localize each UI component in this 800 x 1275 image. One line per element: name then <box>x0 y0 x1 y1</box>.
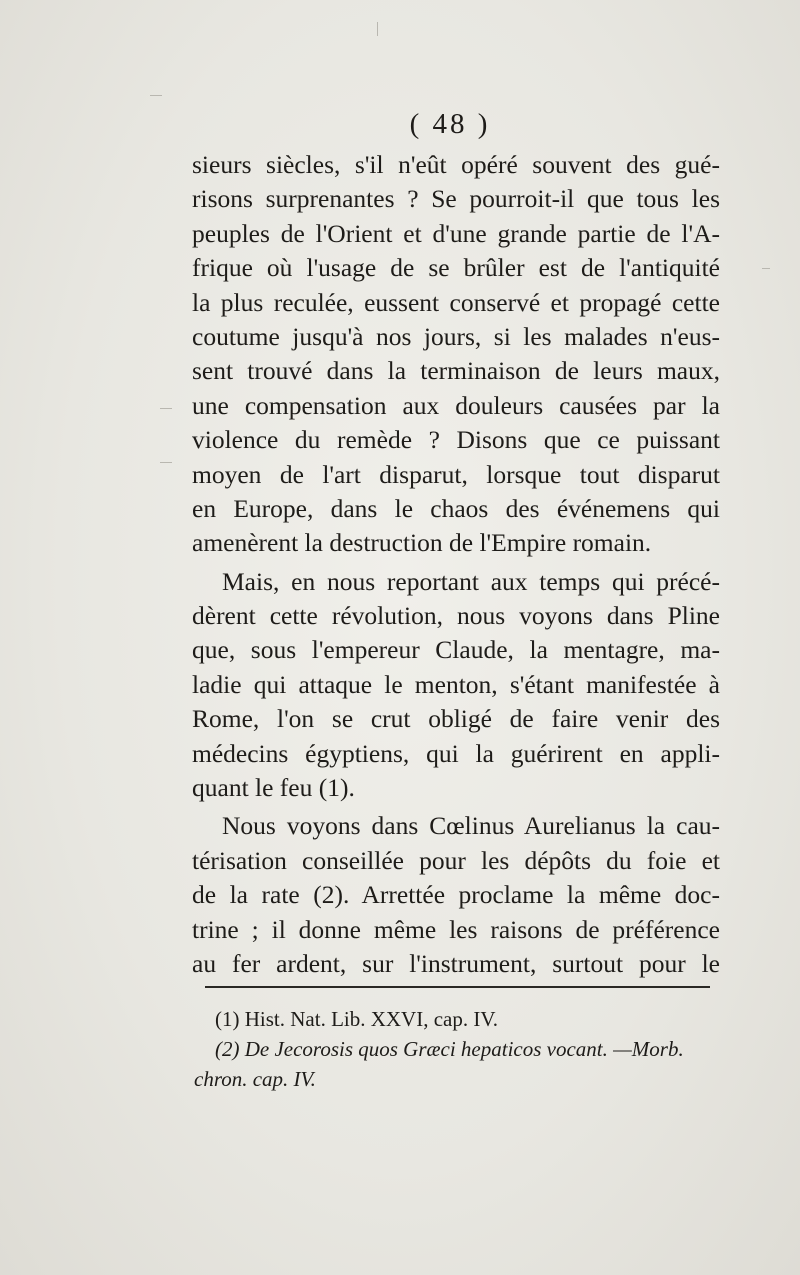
text-line: dèrent cette révolution, nous voyons dans Pline <box>192 601 720 631</box>
footnote-2-continued: chron. cap. IV. <box>194 1067 316 1091</box>
text-line: la plus reculée, eussent conservé et propagé cette <box>192 287 720 317</box>
text-line: risons surprenantes ? Se pourroit-il que tous les <box>192 184 720 214</box>
text-line: une compensation aux douleurs causées par la <box>192 390 720 420</box>
footnote-2: (2) De Jecorosis quos Græci hepaticos vocant. —Morb. <box>215 1037 684 1061</box>
text-line: que, sous l'empereur Claude, la mentagre, ma- <box>192 635 720 665</box>
text-line: Nous voyons dans Cœlinus Aurelianus la cau- <box>222 811 720 841</box>
paper-mark <box>377 22 378 36</box>
text-line: au fer ardent, sur l'instrument, surtout pour le <box>192 948 720 978</box>
text-line: ladie qui attaque le menton, s'étant manifestée à <box>192 669 720 699</box>
footnotes <box>190 1004 725 1094</box>
text-line: Rome, l'on se crut obligé de faire venir des <box>192 704 720 734</box>
text-line: frique où l'usage de se brûler est de l'antiquité <box>192 253 720 283</box>
text-line: violence du remède ? Disons que ce puissant <box>192 425 720 455</box>
text-line: sieurs siècles, s'il n'eût opéré souvent des gué- <box>192 150 720 179</box>
text-line: sent trouvé dans la terminaison de leurs maux, <box>192 356 720 386</box>
paper-mark <box>150 95 162 96</box>
text-line: moyen de l'art disparut, lorsque tout disparut <box>192 459 720 489</box>
text-line: amenèrent la destruction de l'Empire romain. <box>192 528 652 558</box>
footnote-rule <box>205 986 710 988</box>
footnote-1: (1) Hist. Nat. Lib. XXVI, cap. IV. <box>215 1007 499 1031</box>
text-line: médecins égyptiens, qui la guérirent en appli- <box>192 738 720 768</box>
text-line: térisation conseillée pour les dépôts du foie et <box>192 845 720 875</box>
text-line: trine ; il donne même les raisons de préférence <box>192 914 720 944</box>
paper-mark <box>762 268 770 269</box>
text-line: Mais, en nous reportant aux temps qui précé- <box>222 566 720 596</box>
paper-mark <box>160 462 172 463</box>
text-line: en Europe, dans le chaos des événemens qui <box>192 493 720 523</box>
paper-mark <box>160 408 172 409</box>
text-line: quant le feu (1). <box>192 773 355 803</box>
body-text <box>192 148 720 981</box>
page-number: ( 48 ) <box>409 108 491 140</box>
text-line: peuples de l'Orient et d'une grande partie de l'A- <box>192 218 720 248</box>
text-line: de la rate (2). Arrettée proclame la même doc- <box>192 880 720 910</box>
text-line: coutume jusqu'à nos jours, si les malades n'eus- <box>192 321 720 351</box>
